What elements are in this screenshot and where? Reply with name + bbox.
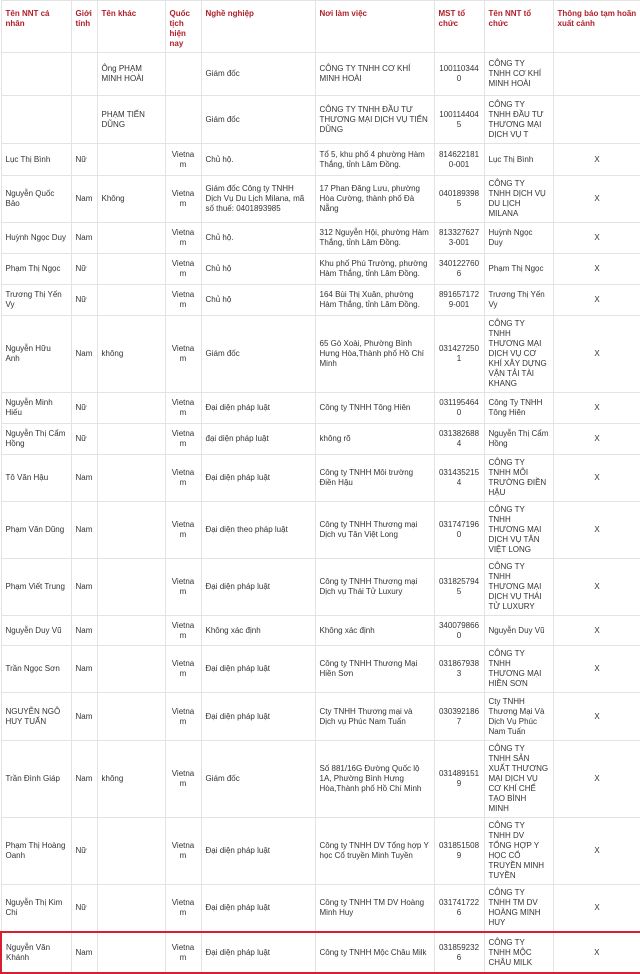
occupation-cell: Giám đốc bbox=[201, 96, 315, 144]
nationality-cell: Vietnam bbox=[165, 616, 201, 646]
table-row bbox=[1, 741, 640, 818]
exit-suspension-cell: X bbox=[553, 693, 640, 741]
other-name-cell bbox=[97, 693, 165, 741]
workplace-cell: 312 Nguyễn Hội, phường Hàm Thắng, tỉnh Lâm Đồng. bbox=[315, 223, 434, 254]
other-name-cell: không bbox=[97, 316, 165, 393]
personal-name-cell: NGUYỄN NGÔ HUY TUẤN bbox=[1, 693, 71, 741]
org-name-cell: Trương Thị Yến Vy bbox=[484, 285, 553, 316]
occupation-cell: Đại diện pháp luật bbox=[201, 559, 315, 616]
nationality-cell: Vietnam bbox=[165, 316, 201, 393]
other-name-cell: Không bbox=[97, 176, 165, 223]
nationality-cell: Vietnam bbox=[165, 932, 201, 973]
occupation-cell: Đại diện pháp luật bbox=[201, 885, 315, 933]
header-nationality: Quốc tịch hiện nay bbox=[165, 1, 201, 53]
occupation-cell: Đại diện pháp luật bbox=[201, 693, 315, 741]
other-name-cell bbox=[97, 885, 165, 933]
personal-name-cell: Lục Thị Bình bbox=[1, 144, 71, 176]
gender-cell: Nữ bbox=[71, 393, 97, 424]
occupation-cell: Chủ hộ. bbox=[201, 223, 315, 254]
org-tax-code-cell: 0314352154 bbox=[434, 455, 484, 502]
workplace-cell: Không xác định bbox=[315, 616, 434, 646]
org-tax-code-cell: 1001103440 bbox=[434, 53, 484, 96]
header-exit-suspension: Thông báo tạm hoãn xuất cảnh bbox=[553, 1, 640, 53]
occupation-cell: đại diện pháp luật bbox=[201, 424, 315, 455]
org-tax-code-cell: 3400798660 bbox=[434, 616, 484, 646]
personal-name-cell bbox=[1, 96, 71, 144]
nationality-cell: Vietnam bbox=[165, 818, 201, 885]
other-name-cell: Ông PHẠM MINH HOÀI bbox=[97, 53, 165, 96]
personal-name-cell: Tô Văn Hậu bbox=[1, 455, 71, 502]
gender-cell: Nam bbox=[71, 932, 97, 973]
org-tax-code-cell: 0317417226 bbox=[434, 885, 484, 933]
gender-cell: Nam bbox=[71, 646, 97, 693]
header-other-name: Tên khác bbox=[97, 1, 165, 53]
occupation-cell: Đại diện pháp luật bbox=[201, 393, 315, 424]
nationality-cell: Vietnam bbox=[165, 741, 201, 818]
gender-cell: Nam bbox=[71, 223, 97, 254]
exit-suspension-cell: X bbox=[553, 818, 640, 885]
personal-name-cell: Phạm Văn Dũng bbox=[1, 502, 71, 559]
org-name-cell: CÔNG TY TNHH THƯƠNG MẠI DỊCH VỤ CƠ KHÍ XÂY DỰNG VẬN TẢI TÀI KHANG bbox=[484, 316, 553, 393]
nationality-cell: Vietnam bbox=[165, 393, 201, 424]
occupation-cell: Giám đốc bbox=[201, 741, 315, 818]
other-name-cell bbox=[97, 559, 165, 616]
table-row bbox=[1, 932, 640, 973]
workplace-cell: Tổ 5, khu phố 4 phường Hàm Thắng, tỉnh Lâm Đồng. bbox=[315, 144, 434, 176]
other-name-cell bbox=[97, 455, 165, 502]
gender-cell: Nữ bbox=[71, 254, 97, 285]
personal-name-cell: Nguyễn Văn Khánh bbox=[1, 932, 71, 973]
table-row bbox=[1, 285, 640, 316]
workplace-cell: không rõ bbox=[315, 424, 434, 455]
org-name-cell: CÔNG TY TNHH MÔI TRƯỜNG ĐIỀN HẬU bbox=[484, 455, 553, 502]
table-row bbox=[1, 818, 640, 885]
exit-suspension-cell bbox=[553, 96, 640, 144]
gender-cell: Nam bbox=[71, 741, 97, 818]
org-name-cell: CÔNG TY TNHH DỊCH VỤ DU LỊCH MILANA bbox=[484, 176, 553, 223]
org-tax-code-cell: 0318257945 bbox=[434, 559, 484, 616]
personal-name-cell: Huỳnh Ngọc Duy bbox=[1, 223, 71, 254]
occupation-cell: Đại diện pháp luật bbox=[201, 818, 315, 885]
other-name-cell bbox=[97, 254, 165, 285]
workplace-cell: Số 881/16G Đường Quốc lộ 1A, Phường Bình Hưng Hòa,Thành phố Hồ Chí Minh bbox=[315, 741, 434, 818]
gender-cell: Nam bbox=[71, 176, 97, 223]
nationality-cell: Vietnam bbox=[165, 223, 201, 254]
occupation-cell: Chủ hộ. bbox=[201, 144, 315, 176]
org-tax-code-cell: 8916571729-001 bbox=[434, 285, 484, 316]
workplace-cell: 17 Phan Đăng Lưu, phường Hòa Cường, thành phố Đà Nẵng bbox=[315, 176, 434, 223]
gender-cell: Nam bbox=[71, 455, 97, 502]
workplace-cell: Công ty TNHH Thương mại Dịch vụ Thái Tử Luxury bbox=[315, 559, 434, 616]
header-gender: Giới tính bbox=[71, 1, 97, 53]
org-name-cell: Cty TNHH Thương Mại Và Dịch Vụ Phúc Nam Tuấn bbox=[484, 693, 553, 741]
other-name-cell bbox=[97, 932, 165, 973]
gender-cell: Nữ bbox=[71, 424, 97, 455]
workplace-cell: CÔNG TY TNHH CƠ KHÍ MINH HOÀI bbox=[315, 53, 434, 96]
workplace-cell: Công ty TNHH Thương mại Dịch vụ Tân Việt Long bbox=[315, 502, 434, 559]
org-tax-code-cell: 0318592326 bbox=[434, 932, 484, 973]
table-row bbox=[1, 96, 640, 144]
table-row bbox=[1, 693, 640, 741]
personal-name-cell: Nguyễn Thị Cẩm Hồng bbox=[1, 424, 71, 455]
workplace-cell: Cty TNHH Thương mại và Dịch vụ Phúc Nam Tuấn bbox=[315, 693, 434, 741]
table-row bbox=[1, 455, 640, 502]
org-name-cell: Nguyễn Duy Vũ bbox=[484, 616, 553, 646]
org-tax-code-cell: 0401893985 bbox=[434, 176, 484, 223]
other-name-cell: PHẠM TIẾN DŨNG bbox=[97, 96, 165, 144]
workplace-cell: 164 Bùi Thị Xuân, phường Hàm Thắng, tỉnh Lâm Đồng. bbox=[315, 285, 434, 316]
nationality-cell: Vietnam bbox=[165, 693, 201, 741]
workplace-cell: CÔNG TY TNHH ĐẦU TƯ THƯƠNG MẠI DỊCH VỤ TIẾN DŨNG bbox=[315, 96, 434, 144]
exit-suspension-cell: X bbox=[553, 424, 640, 455]
gender-cell: Nam bbox=[71, 316, 97, 393]
workplace-cell: Công ty TNHH Thương Mại Hiền Sơn bbox=[315, 646, 434, 693]
occupation-cell: Giám đốc Công ty TNHH Dịch Vụ Du Lịch Milana, mã số thuế: 0401893985 bbox=[201, 176, 315, 223]
org-tax-code-cell: 0318515089 bbox=[434, 818, 484, 885]
other-name-cell bbox=[97, 616, 165, 646]
occupation-cell: Không xác định bbox=[201, 616, 315, 646]
table-row bbox=[1, 254, 640, 285]
table-row bbox=[1, 176, 640, 223]
other-name-cell: không bbox=[97, 741, 165, 818]
org-tax-code-cell: 3401227606 bbox=[434, 254, 484, 285]
exit-suspension-cell: X bbox=[553, 455, 640, 502]
table-row bbox=[1, 424, 640, 455]
org-tax-code-cell: 0313826884 bbox=[434, 424, 484, 455]
org-tax-code-cell: 0317471960 bbox=[434, 502, 484, 559]
other-name-cell bbox=[97, 223, 165, 254]
exit-suspension-cell: X bbox=[553, 932, 640, 973]
personal-name-cell: Trần Đình Giáp bbox=[1, 741, 71, 818]
org-tax-code-cell: 8146221810-001 bbox=[434, 144, 484, 176]
exit-suspension-cell: X bbox=[553, 176, 640, 223]
personal-name-cell: Phạm Thị Ngọc bbox=[1, 254, 71, 285]
personal-name-cell: Phạm Viết Trung bbox=[1, 559, 71, 616]
org-name-cell: Lục Thị Bình bbox=[484, 144, 553, 176]
exit-suspension-cell: X bbox=[553, 885, 640, 933]
exit-suspension-cell: X bbox=[553, 616, 640, 646]
org-tax-code-cell: 0311954640 bbox=[434, 393, 484, 424]
nationality-cell: Vietnam bbox=[165, 455, 201, 502]
nationality-cell: Vietnam bbox=[165, 176, 201, 223]
header-org-tax-code: MST tổ chức bbox=[434, 1, 484, 53]
exit-suspension-cell: X bbox=[553, 316, 640, 393]
occupation-cell: Chủ hộ bbox=[201, 254, 315, 285]
occupation-cell: Đại diện pháp luật bbox=[201, 455, 315, 502]
org-name-cell: Huỳnh Ngọc Duy bbox=[484, 223, 553, 254]
personal-name-cell: Nguyễn Minh Hiếu bbox=[1, 393, 71, 424]
gender-cell: Nam bbox=[71, 559, 97, 616]
org-name-cell: CÔNG TY TNHH ĐẦU TƯ THƯƠNG MẠI DỊCH VỤ T bbox=[484, 96, 553, 144]
nationality-cell: Vietnam bbox=[165, 559, 201, 616]
workplace-cell: Công ty TNHH DV Tổng hợp Y học Cổ truyền Minh Tuyền bbox=[315, 818, 434, 885]
nationality-cell: Vietnam bbox=[165, 144, 201, 176]
org-name-cell: Phạm Thị Ngọc bbox=[484, 254, 553, 285]
exit-suspension-cell: X bbox=[553, 144, 640, 176]
org-name-cell: CÔNG TY TNHH MỘC CHÂU MILK bbox=[484, 932, 553, 973]
personal-name-cell: Trần Ngọc Sơn bbox=[1, 646, 71, 693]
personal-name-cell: Nguyễn Thị Kim Chi bbox=[1, 885, 71, 933]
header-workplace: Nơi làm việc bbox=[315, 1, 434, 53]
org-name-cell: CÔNG TY TNHH THƯƠNG MẠI DỊCH VỤ THÁI TỬ LUXURY bbox=[484, 559, 553, 616]
workplace-cell: Công ty TNHH Tông Hiên bbox=[315, 393, 434, 424]
header-org-name: Tên NNT tổ chức bbox=[484, 1, 553, 53]
personal-name-cell: Nguyễn Hữu Anh bbox=[1, 316, 71, 393]
workplace-cell: Công ty TNHH Mộc Châu Milk bbox=[315, 932, 434, 973]
org-name-cell: CÔNG TY TNHH THƯƠNG MẠI HIỀN SƠN bbox=[484, 646, 553, 693]
occupation-cell: Giám đốc bbox=[201, 316, 315, 393]
exit-suspension-cell: X bbox=[553, 393, 640, 424]
gender-cell: Nam bbox=[71, 502, 97, 559]
exit-suspension-cell: X bbox=[553, 646, 640, 693]
nationality-cell: Vietnam bbox=[165, 885, 201, 933]
nationality-cell: Vietnam bbox=[165, 254, 201, 285]
table-row bbox=[1, 616, 640, 646]
org-name-cell: CÔNG TY TNHH CƠ KHÍ MINH HOÀI bbox=[484, 53, 553, 96]
exit-suspension-cell: X bbox=[553, 741, 640, 818]
nationality-cell: Vietnam bbox=[165, 646, 201, 693]
other-name-cell bbox=[97, 502, 165, 559]
other-name-cell bbox=[97, 424, 165, 455]
table-row bbox=[1, 316, 640, 393]
table-row bbox=[1, 223, 640, 254]
table-row bbox=[1, 144, 640, 176]
occupation-cell: Đại diện pháp luật bbox=[201, 646, 315, 693]
org-tax-code-cell: 8133276273-001 bbox=[434, 223, 484, 254]
workplace-cell: Khu phố Phú Trường, phường Hàm Thắng, tỉnh Lâm Đồng. bbox=[315, 254, 434, 285]
table-row bbox=[1, 393, 640, 424]
org-name-cell: CÔNG TY TNHH SẢN XUẤT THƯƠNG MẠI DỊCH VỤ CƠ KHÍ CHẾ TẠO BÌNH MINH bbox=[484, 741, 553, 818]
personal-name-cell: Nguyễn Duy Vũ bbox=[1, 616, 71, 646]
header-occupation: Nghề nghiệp bbox=[201, 1, 315, 53]
other-name-cell bbox=[97, 144, 165, 176]
personal-name-cell: Phạm Thị Hoàng Oanh bbox=[1, 818, 71, 885]
exit-suspension-cell: X bbox=[553, 502, 640, 559]
org-name-cell: Công Ty TNHH Tông Hiên bbox=[484, 393, 553, 424]
header-row bbox=[1, 1, 640, 53]
org-name-cell: CÔNG TY TNHH DV TỔNG HỢP Y HỌC CỔ TRUYỀN MINH TUYỀN bbox=[484, 818, 553, 885]
exit-suspension-cell: X bbox=[553, 285, 640, 316]
other-name-cell bbox=[97, 646, 165, 693]
gender-cell: Nữ bbox=[71, 285, 97, 316]
table-row bbox=[1, 502, 640, 559]
org-tax-code-cell: 0303921867 bbox=[434, 693, 484, 741]
occupation-cell: Đại diện theo pháp luật bbox=[201, 502, 315, 559]
org-name-cell: CÔNG TY TNHH TM DV HOÀNG MINH HUY bbox=[484, 885, 553, 933]
exit-suspension-cell bbox=[553, 53, 640, 96]
table-body bbox=[1, 53, 640, 974]
personal-name-cell: Trương Thị Yến Vy bbox=[1, 285, 71, 316]
occupation-cell: Đại diện pháp luật bbox=[201, 932, 315, 973]
org-name-cell: CÔNG TY TNHH THƯƠNG MẠI DỊCH VỤ TÂN VIỆT LONG bbox=[484, 502, 553, 559]
gender-cell bbox=[71, 53, 97, 96]
exit-suspension-cell: X bbox=[553, 559, 640, 616]
personal-name-cell bbox=[1, 53, 71, 96]
table-row bbox=[1, 559, 640, 616]
workplace-cell: Công ty TNHH TM DV Hoàng Minh Huy bbox=[315, 885, 434, 933]
gender-cell: Nam bbox=[71, 693, 97, 741]
table-row bbox=[1, 646, 640, 693]
other-name-cell bbox=[97, 285, 165, 316]
nationality-cell bbox=[165, 96, 201, 144]
table-row bbox=[1, 885, 640, 933]
nationality-cell: Vietnam bbox=[165, 424, 201, 455]
org-tax-code-cell: 0318679383 bbox=[434, 646, 484, 693]
other-name-cell bbox=[97, 818, 165, 885]
table-row bbox=[1, 53, 640, 96]
org-tax-code-cell: 0314272501 bbox=[434, 316, 484, 393]
gender-cell: Nữ bbox=[71, 885, 97, 933]
org-name-cell: Nguyễn Thị Cẩm Hồng bbox=[484, 424, 553, 455]
gender-cell: Nữ bbox=[71, 818, 97, 885]
nationality-cell: Vietnam bbox=[165, 285, 201, 316]
gender-cell: Nữ bbox=[71, 144, 97, 176]
org-tax-code-cell: 0314891519 bbox=[434, 741, 484, 818]
org-tax-code-cell: 1001144045 bbox=[434, 96, 484, 144]
other-name-cell bbox=[97, 393, 165, 424]
gender-cell: Nam bbox=[71, 616, 97, 646]
exit-suspension-cell: X bbox=[553, 254, 640, 285]
workplace-cell: Công ty TNHH Môi trường Điền Hậu bbox=[315, 455, 434, 502]
personal-name-cell: Nguyễn Quốc Bảo bbox=[1, 176, 71, 223]
occupation-cell: Giám đốc bbox=[201, 53, 315, 96]
nationality-cell: Vietnam bbox=[165, 502, 201, 559]
nationality-cell bbox=[165, 53, 201, 96]
occupation-cell: Chủ hộ bbox=[201, 285, 315, 316]
exit-suspension-cell: X bbox=[553, 223, 640, 254]
gender-cell bbox=[71, 96, 97, 144]
workplace-cell: 65 Gò Xoài, Phường Bình Hưng Hòa,Thành phố Hồ Chí Minh bbox=[315, 316, 434, 393]
header-personal-name: Tên NNT cá nhân bbox=[1, 1, 71, 53]
